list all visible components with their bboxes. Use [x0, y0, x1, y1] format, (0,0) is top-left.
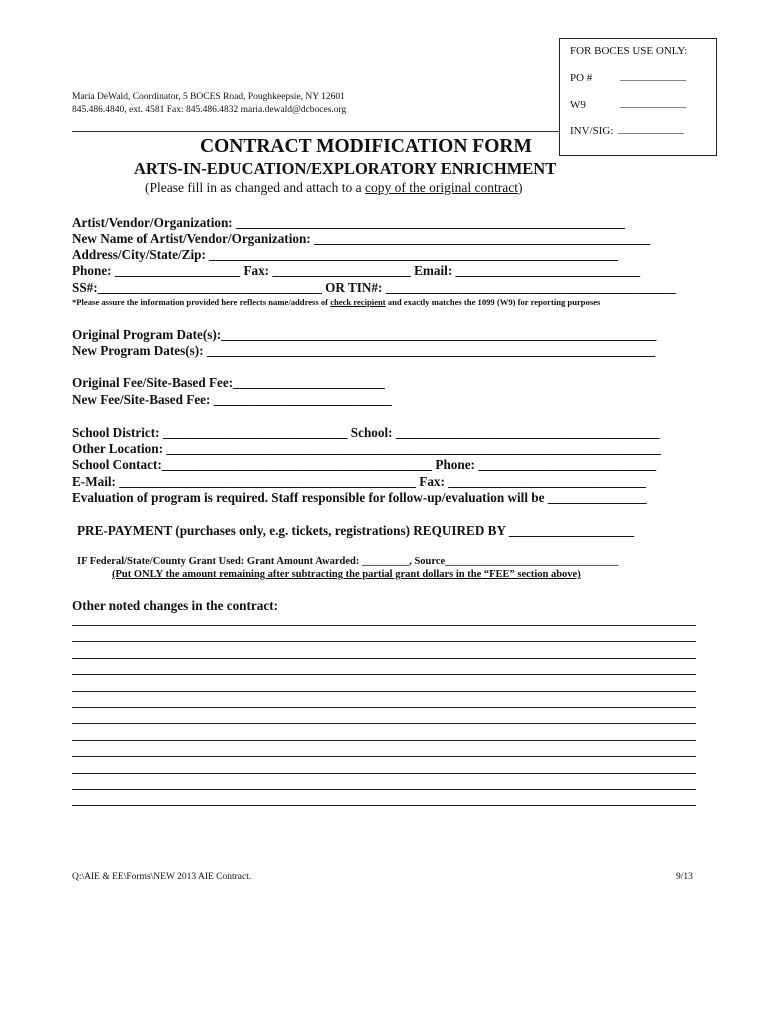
revision-date: 9/13: [676, 872, 693, 882]
office-use-heading: FOR BOCES USE ONLY:: [570, 45, 688, 57]
coordinator-contact: 845.486.4840, ext. 4581 Fax: 845.486.4832 maria.dewald@dcboces.org: [72, 105, 347, 115]
page-subtitle: ARTS-IN-EDUCATION/EXPLORATORY ENRICHMENT: [134, 159, 557, 178]
school-district-field[interactable]: School District: ____________________________ School: ________________________________________: [72, 425, 660, 440]
artist-field[interactable]: Artist/Vendor/Organization: ___________________________________________________________: [72, 215, 626, 230]
other-changes-line[interactable]: [72, 707, 696, 708]
page-title: CONTRACT MODIFICATION FORM: [200, 136, 532, 157]
original-contract-reference: copy of the original contract: [365, 180, 518, 195]
other-changes-line[interactable]: [72, 625, 696, 626]
coordinator-address: Maria DeWald, Coordinator, 5 BOCES Road, Poughkeepsie, NY 12601: [72, 92, 345, 102]
new-name-field[interactable]: New Name of Artist/Vendor/Organization: ___________________________________________________: [72, 231, 651, 246]
other-location-field[interactable]: Other Location: ___________________________________________________________________________: [72, 441, 661, 456]
other-changes-label: Other noted changes in the contract:: [72, 598, 278, 613]
po-field[interactable]: ____________: [620, 70, 686, 82]
other-changes-line[interactable]: [72, 674, 696, 675]
header-divider: [72, 131, 560, 132]
grant-instruction: (Put ONLY the amount remaining after subtracting the partial grant dollars in the “FEE” section above): [112, 569, 581, 580]
email-fax-fields[interactable]: E-Mail: _____________________________________________ Fax: ______________________________: [72, 474, 647, 489]
school-contact-field[interactable]: School Contact:_________________________________________ Phone: ___________________________: [72, 457, 657, 472]
w9-note: *Please assure the information provided here reflects name/address of check recipient and exactly matches the 1099 (W9) for reporting purposes: [72, 297, 601, 307]
evaluation-field[interactable]: Evaluation of program is required. Staff responsible for follow-up/evaluation will be _______________: [72, 490, 647, 505]
phone-fax-email-fields[interactable]: Phone: ___________________ Fax: _____________________ Email: ____________________________: [72, 263, 641, 278]
original-fee-field[interactable]: Original Fee/Site-Based Fee:_______________________: [72, 375, 385, 390]
prepayment-field[interactable]: PRE-PAYMENT (purchases only, e.g. tickets, registrations) REQUIRED BY ___________________: [77, 523, 635, 538]
ss-tin-fields[interactable]: SS#:__________________________________ OR TIN#: ____________________________________________: [72, 280, 676, 295]
w9-field[interactable]: ____________: [620, 97, 686, 109]
w9-label: W9: [570, 99, 586, 111]
new-fee-field[interactable]: New Fee/Site-Based Fee: ___________________________: [72, 392, 392, 407]
instruction-text: (Please fill in as changed and attach to a copy of the original contract): [145, 180, 523, 195]
other-changes-line[interactable]: [72, 789, 696, 790]
other-changes-line[interactable]: [72, 723, 696, 724]
office-use-box: [559, 38, 717, 156]
new-program-dates-field[interactable]: New Program Dates(s): ____________________________________________________________________: [72, 343, 656, 358]
other-changes-line[interactable]: [72, 641, 696, 642]
inv-sig-label: INV/SIG:: [570, 125, 614, 137]
po-label: PO #: [570, 72, 593, 84]
address-field[interactable]: Address/City/State/Zip: ______________________________________________________________: [72, 247, 618, 262]
file-path: Q:\AIE & EE\Forms\NEW 2013 AIE Contract.: [72, 872, 252, 882]
other-changes-line[interactable]: [72, 691, 696, 692]
other-changes-line[interactable]: [72, 658, 696, 659]
other-changes-line[interactable]: [72, 773, 696, 774]
other-changes-line[interactable]: [72, 740, 696, 741]
grant-field[interactable]: IF Federal/State/County Grant Used: Grant Amount Awarded: _________, Source_________________________________: [77, 556, 619, 567]
original-program-dates-field[interactable]: Original Program Date(s):__________________________________________________________________: [72, 327, 657, 342]
other-changes-line[interactable]: [72, 805, 696, 806]
inv-sig-field[interactable]: ____________: [618, 123, 684, 135]
other-changes-line[interactable]: [72, 756, 696, 757]
